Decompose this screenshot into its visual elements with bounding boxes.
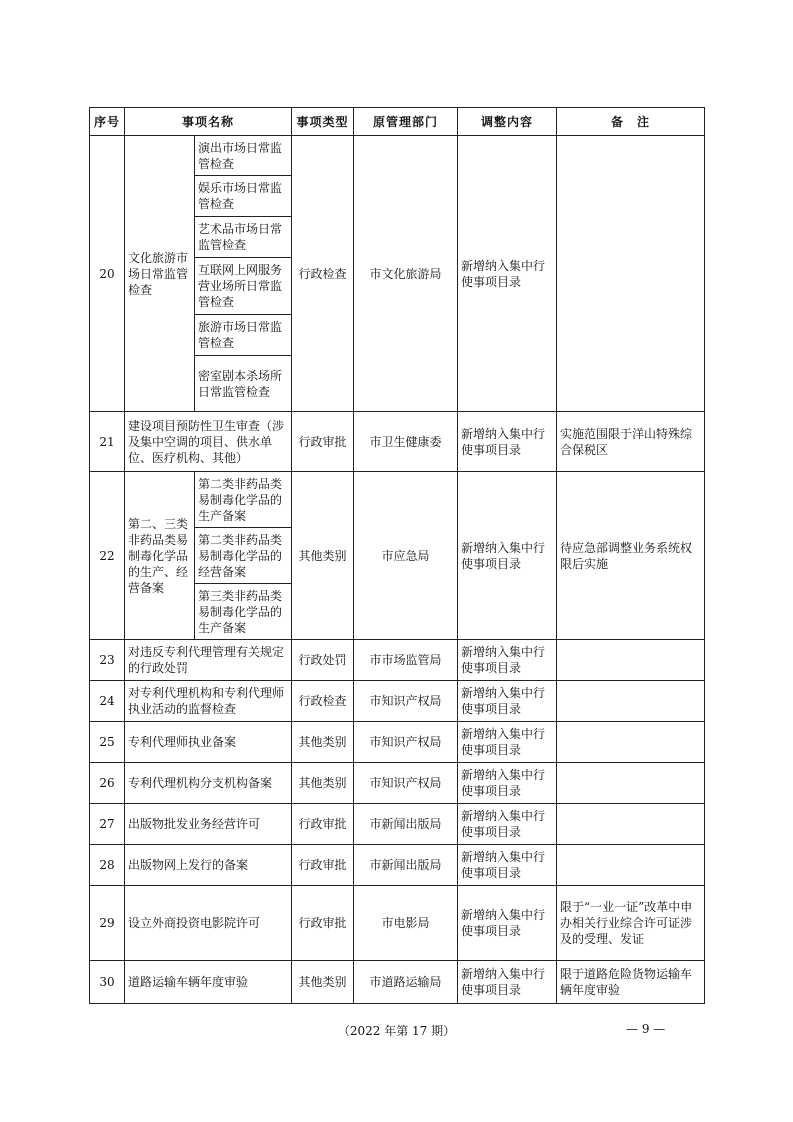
table-row [90, 763, 705, 804]
row-adjustment: 新增纳入集中行使事项目录 [458, 412, 557, 472]
row-remark [557, 640, 705, 681]
row-dept: 市知识产权局 [354, 722, 458, 763]
table-row [90, 681, 705, 722]
table-row [90, 845, 705, 886]
row-remark [557, 722, 705, 763]
header-seq: 序号 [90, 108, 125, 136]
row-sub-item: 第二类非药品类易制毒化学品的经营备案 [195, 528, 292, 584]
row-sub-item: 密室剧本杀场所日常监管检查 [195, 356, 292, 412]
row-remark: 限于道路危险货物运输车辆年度审验 [557, 961, 705, 1004]
table-row [90, 886, 705, 961]
row-item-type: 其他类别 [292, 722, 354, 763]
table-row [90, 640, 705, 681]
header-item-name: 事项名称 [125, 108, 292, 136]
row-dept: 市卫生健康委 [354, 412, 458, 472]
row-adjustment: 新增纳入集中行使事项目录 [458, 845, 557, 886]
row-adjustment: 新增纳入集中行使事项目录 [458, 136, 557, 412]
row-remark: 实施范围限于洋山特殊综合保税区 [557, 412, 705, 472]
row-item-type: 其他类别 [292, 472, 354, 640]
row-item-type: 行政检查 [292, 136, 354, 412]
row-seq: 23 [90, 640, 125, 681]
row-seq: 24 [90, 681, 125, 722]
row-adjustment: 新增纳入集中行使事项目录 [458, 722, 557, 763]
row-seq: 26 [90, 763, 125, 804]
row-item-name: 第二、三类非药品类易制毒化学品的生产、经营备案 [125, 472, 195, 640]
row-sub-item: 第三类非药品类易制毒化学品的生产备案 [195, 584, 292, 640]
row-dept: 市新闻出版局 [354, 845, 458, 886]
row-remark: 待应急部调整业务系统权限后实施 [557, 472, 705, 640]
row-item-name: 对违反专利代理管理有关规定的行政处罚 [125, 640, 292, 681]
row-item-type: 行政审批 [292, 412, 354, 472]
table-row [90, 472, 705, 528]
row-item-type: 其他类别 [292, 961, 354, 1004]
table-row [90, 722, 705, 763]
row-dept: 市道路运输局 [354, 961, 458, 1004]
row-remark [557, 681, 705, 722]
row-dept: 市应急局 [354, 472, 458, 640]
table-row [90, 136, 705, 176]
row-adjustment: 新增纳入集中行使事项目录 [458, 804, 557, 845]
row-seq: 28 [90, 845, 125, 886]
row-adjustment: 新增纳入集中行使事项目录 [458, 886, 557, 961]
row-seq: 21 [90, 412, 125, 472]
page-number: — 9 — [626, 1022, 666, 1036]
row-remark [557, 804, 705, 845]
row-remark: 限于“一业一证”改革中申办相关行业综合许可证涉及的受理、发证 [557, 886, 705, 961]
row-seq: 20 [90, 136, 125, 412]
row-item-type: 行政审批 [292, 845, 354, 886]
row-seq: 29 [90, 886, 125, 961]
row-dept: 市知识产权局 [354, 681, 458, 722]
row-seq: 25 [90, 722, 125, 763]
row-item-name: 对专利代理机构和专利代理师执业活动的监督检查 [125, 681, 292, 722]
row-seq: 22 [90, 472, 125, 640]
row-dept: 市文化旅游局 [354, 136, 458, 412]
row-dept: 市新闻出版局 [354, 804, 458, 845]
header-original-dept: 原管理部门 [354, 108, 458, 136]
row-item-type: 行政审批 [292, 804, 354, 845]
header-remarks: 备 注 [557, 108, 705, 136]
row-item-name: 建设项目预防性卫生审查（涉及集中空调的项目、供水单位、医疗机构、其他） [125, 412, 292, 472]
row-item-type: 其他类别 [292, 763, 354, 804]
row-sub-item: 旅游市场日常监管检查 [195, 315, 292, 356]
row-sub-item: 演出市场日常监管检查 [195, 136, 292, 176]
row-item-name: 出版物网上发行的备案 [125, 845, 292, 886]
row-adjustment: 新增纳入集中行使事项目录 [458, 640, 557, 681]
row-item-name: 文化旅游市场日常监管检查 [125, 136, 195, 412]
table-row [90, 412, 705, 472]
row-adjustment: 新增纳入集中行使事项目录 [458, 681, 557, 722]
row-adjustment: 新增纳入集中行使事项目录 [458, 472, 557, 640]
row-item-type: 行政审批 [292, 886, 354, 961]
row-adjustment: 新增纳入集中行使事项目录 [458, 763, 557, 804]
row-remark [557, 763, 705, 804]
row-sub-item: 互联网上网服务营业场所日常监管检查 [195, 258, 292, 315]
table-row [90, 804, 705, 845]
row-sub-item: 艺术品市场日常监管检查 [195, 217, 292, 258]
row-sub-item: 第二类非药品类易制毒化学品的生产备案 [195, 472, 292, 528]
row-remark [557, 136, 705, 412]
header-adjustment: 调整内容 [458, 108, 557, 136]
row-item-type: 行政处罚 [292, 640, 354, 681]
items-table [89, 107, 705, 1004]
header-item-type: 事项类型 [292, 108, 354, 136]
row-seq: 27 [90, 804, 125, 845]
row-item-type: 行政检查 [292, 681, 354, 722]
row-seq: 30 [90, 961, 125, 1004]
table-row [90, 961, 705, 1004]
row-item-name: 出版物批发业务经营许可 [125, 804, 292, 845]
row-item-name: 道路运输车辆年度审验 [125, 961, 292, 1004]
row-sub-item: 娱乐市场日常监管检查 [195, 176, 292, 217]
row-item-name: 设立外商投资电影院许可 [125, 886, 292, 961]
row-item-name: 专利代理机构分支机构备案 [125, 763, 292, 804]
row-dept: 市知识产权局 [354, 763, 458, 804]
row-dept: 市电影局 [354, 886, 458, 961]
row-dept: 市市场监管局 [354, 640, 458, 681]
issue-number: （2022 年第 17 期） [337, 1024, 456, 1038]
row-adjustment: 新增纳入集中行使事项目录 [458, 961, 557, 1004]
table-header-row [90, 108, 705, 136]
row-item-name: 专利代理师执业备案 [125, 722, 292, 763]
row-remark [557, 845, 705, 886]
